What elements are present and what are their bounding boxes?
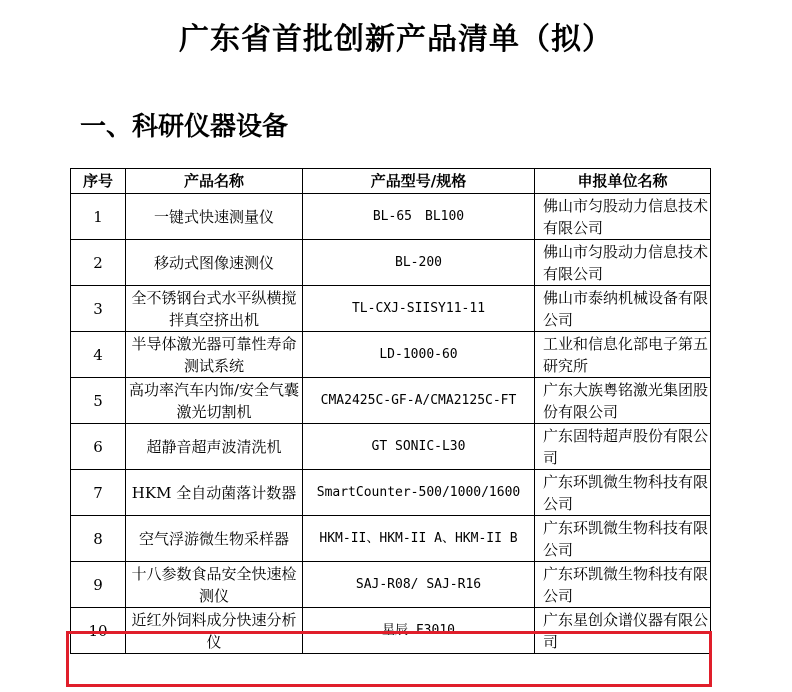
row-model-spec: BL-65 BL100 <box>303 194 535 240</box>
table-row <box>71 470 711 516</box>
row-product-name: 移动式图像速测仪 <box>126 240 303 286</box>
table-row <box>71 194 711 240</box>
row-applicant: 佛山市匀股动力信息技术有限公司 <box>535 240 711 286</box>
table-row <box>71 378 711 424</box>
row-model-spec: SmartCounter-500/1000/1600 <box>303 470 535 516</box>
row-product-name: 十八参数食品安全快速检测仪 <box>126 562 303 608</box>
row-applicant: 佛山市匀股动力信息技术有限公司 <box>535 194 711 240</box>
table-row <box>71 516 711 562</box>
header-product-name: 产品名称 <box>126 169 303 194</box>
header-model-spec: 产品型号/规格 <box>303 169 535 194</box>
row-product-name: 高功率汽车内饰/安全气囊激光切割机 <box>126 378 303 424</box>
row-product-name: 半导体激光器可靠性寿命测试系统 <box>126 332 303 378</box>
table-header-row <box>71 169 711 194</box>
header-applicant: 申报单位名称 <box>535 169 711 194</box>
table-row <box>71 240 711 286</box>
row-model-spec: SAJ-R08/ SAJ-R16 <box>303 562 535 608</box>
section-heading: 一、科研仪器设备 <box>80 112 289 142</box>
row-no: 10 <box>71 608 126 654</box>
row-model-spec: LD-1000-60 <box>303 332 535 378</box>
row-model-spec: 星辰 F3010 <box>303 608 535 654</box>
row-model-spec: HKM-II、HKM-II A、HKM-II B <box>303 516 535 562</box>
row-model-spec: TL-CXJ-SIISY11-11 <box>303 286 535 332</box>
row-model-spec: GT SONIC-L30 <box>303 424 535 470</box>
row-product-name: HKM 全自动菌落计数器 <box>126 470 303 516</box>
row-no: 4 <box>71 332 126 378</box>
row-applicant: 佛山市泰纳机械设备有限公司 <box>535 286 711 332</box>
row-applicant: 广东环凯微生物科技有限公司 <box>535 562 711 608</box>
row-product-name: 空气浮游微生物采样器 <box>126 516 303 562</box>
row-no: 2 <box>71 240 126 286</box>
row-applicant: 工业和信息化部电子第五研究所 <box>535 332 711 378</box>
header-no: 序号 <box>71 169 126 194</box>
table-row <box>71 424 711 470</box>
table-row <box>71 562 711 608</box>
row-no: 8 <box>71 516 126 562</box>
row-product-name: 一键式快速测量仪 <box>126 194 303 240</box>
table-row <box>71 332 711 378</box>
table-row-highlighted <box>71 608 711 654</box>
row-product-name: 近红外饲料成分快速分析仪 <box>126 608 303 654</box>
product-table <box>70 168 711 654</box>
row-no: 3 <box>71 286 126 332</box>
row-applicant: 广东星创众谱仪器有限公司 <box>535 608 711 654</box>
row-no: 9 <box>71 562 126 608</box>
row-applicant: 广东固特超声股份有限公司 <box>535 424 711 470</box>
row-applicant: 广东环凯微生物科技有限公司 <box>535 470 711 516</box>
row-applicant: 广东环凯微生物科技有限公司 <box>535 516 711 562</box>
row-no: 5 <box>71 378 126 424</box>
row-no: 6 <box>71 424 126 470</box>
row-product-name: 超静音超声波清洗机 <box>126 424 303 470</box>
row-no: 1 <box>71 194 126 240</box>
document-title: 广东省首批创新产品清单（拟） <box>179 22 613 57</box>
row-product-name: 全不锈钢台式水平纵横搅拌真空挤出机 <box>126 286 303 332</box>
row-model-spec: CMA2425C-GF-A/CMA2125C-FT <box>303 378 535 424</box>
row-applicant: 广东大族粤铭激光集团股份有限公司 <box>535 378 711 424</box>
row-no: 7 <box>71 470 126 516</box>
table-row <box>71 286 711 332</box>
row-model-spec: BL-200 <box>303 240 535 286</box>
